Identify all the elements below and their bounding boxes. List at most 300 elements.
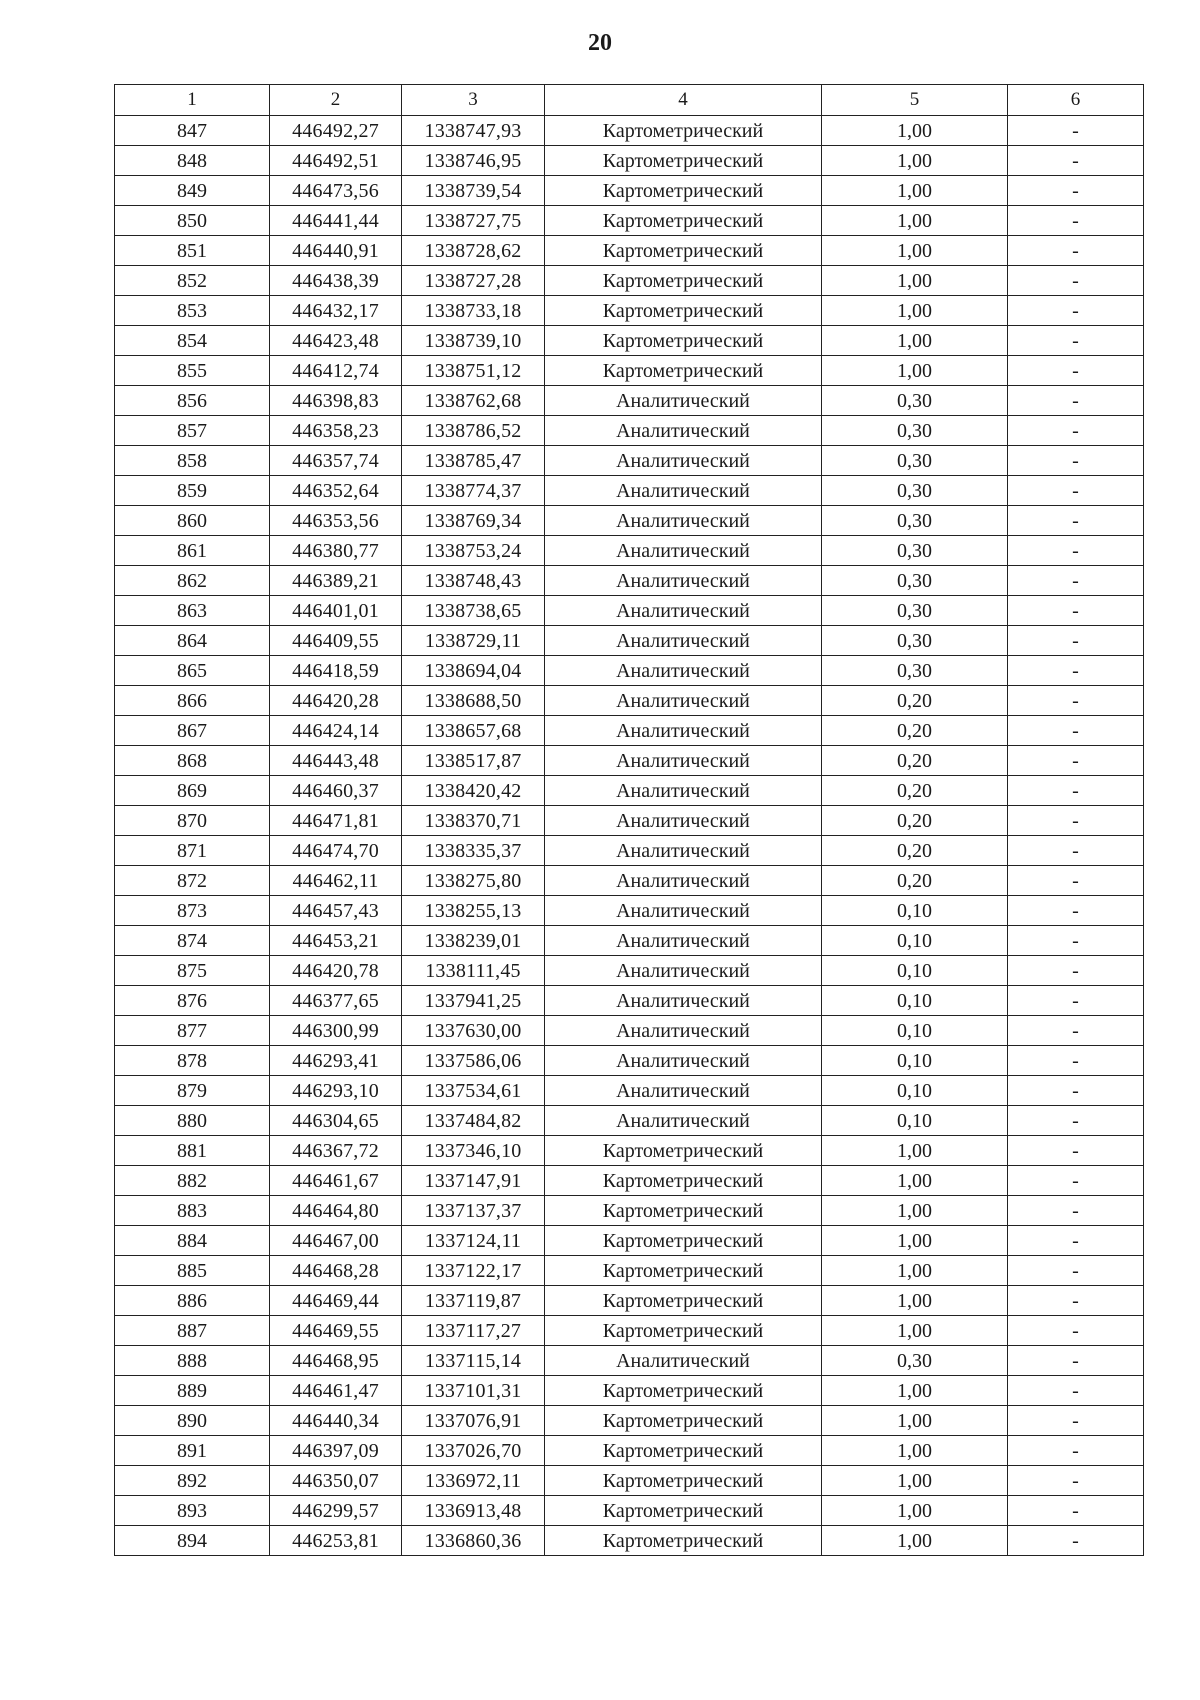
accuracy-cell: 1,00 xyxy=(822,266,1008,296)
y-coordinate-cell: 1338746,95 xyxy=(402,146,545,176)
page-number: 20 xyxy=(588,30,612,56)
accuracy-cell: 0,20 xyxy=(822,686,1008,716)
y-coordinate-cell: 1337630,00 xyxy=(402,1016,545,1046)
method-cell: Аналитический xyxy=(545,956,822,986)
y-coordinate-cell: 1338694,04 xyxy=(402,656,545,686)
table-row xyxy=(115,956,1144,986)
x-coordinate-cell: 446299,57 xyxy=(270,1496,402,1526)
x-coordinate-cell: 446474,70 xyxy=(270,836,402,866)
method-cell: Аналитический xyxy=(545,1346,822,1376)
column-header-6: 6 xyxy=(1008,85,1144,116)
table-row xyxy=(115,656,1144,686)
table-header-row xyxy=(115,85,1144,116)
table-body xyxy=(115,85,1144,1556)
table-row xyxy=(115,176,1144,206)
note-cell: - xyxy=(1008,1496,1144,1526)
y-coordinate-cell: 1338751,12 xyxy=(402,356,545,386)
method-cell: Аналитический xyxy=(545,1016,822,1046)
method-cell: Аналитический xyxy=(545,776,822,806)
y-coordinate-cell: 1338335,37 xyxy=(402,836,545,866)
note-cell: - xyxy=(1008,1316,1144,1346)
y-coordinate-cell: 1337122,17 xyxy=(402,1256,545,1286)
y-coordinate-cell: 1336860,36 xyxy=(402,1526,545,1556)
accuracy-cell: 1,00 xyxy=(822,236,1008,266)
method-cell: Аналитический xyxy=(545,896,822,926)
table-row xyxy=(115,446,1144,476)
accuracy-cell: 0,30 xyxy=(822,476,1008,506)
note-cell: - xyxy=(1008,866,1144,896)
y-coordinate-cell: 1338729,11 xyxy=(402,626,545,656)
point-number-cell: 855 xyxy=(115,356,270,386)
y-coordinate-cell: 1337026,70 xyxy=(402,1436,545,1466)
method-cell: Аналитический xyxy=(545,866,822,896)
point-number-cell: 866 xyxy=(115,686,270,716)
x-coordinate-cell: 446352,64 xyxy=(270,476,402,506)
point-number-cell: 881 xyxy=(115,1136,270,1166)
x-coordinate-cell: 446358,23 xyxy=(270,416,402,446)
table-row xyxy=(115,806,1144,836)
x-coordinate-cell: 446380,77 xyxy=(270,536,402,566)
table-row xyxy=(115,1316,1144,1346)
accuracy-cell: 0,10 xyxy=(822,986,1008,1016)
method-cell: Аналитический xyxy=(545,386,822,416)
point-number-cell: 873 xyxy=(115,896,270,926)
point-number-cell: 892 xyxy=(115,1466,270,1496)
accuracy-cell: 1,00 xyxy=(822,1196,1008,1226)
x-coordinate-cell: 446304,65 xyxy=(270,1106,402,1136)
table-row xyxy=(115,1466,1144,1496)
point-number-cell: 854 xyxy=(115,326,270,356)
accuracy-cell: 1,00 xyxy=(822,206,1008,236)
x-coordinate-cell: 446440,34 xyxy=(270,1406,402,1436)
table-row xyxy=(115,1166,1144,1196)
accuracy-cell: 0,10 xyxy=(822,956,1008,986)
note-cell: - xyxy=(1008,1286,1144,1316)
method-cell: Аналитический xyxy=(545,746,822,776)
point-number-cell: 893 xyxy=(115,1496,270,1526)
y-coordinate-cell: 1338739,10 xyxy=(402,326,545,356)
y-coordinate-cell: 1338728,62 xyxy=(402,236,545,266)
table-row xyxy=(115,566,1144,596)
point-number-cell: 887 xyxy=(115,1316,270,1346)
y-coordinate-cell: 1338275,80 xyxy=(402,866,545,896)
method-cell: Картометрический xyxy=(545,1256,822,1286)
x-coordinate-cell: 446432,17 xyxy=(270,296,402,326)
method-cell: Аналитический xyxy=(545,716,822,746)
note-cell: - xyxy=(1008,266,1144,296)
accuracy-cell: 0,20 xyxy=(822,806,1008,836)
method-cell: Картометрический xyxy=(545,266,822,296)
method-cell: Аналитический xyxy=(545,986,822,1016)
point-number-cell: 865 xyxy=(115,656,270,686)
y-coordinate-cell: 1337076,91 xyxy=(402,1406,545,1436)
y-coordinate-cell: 1338769,34 xyxy=(402,506,545,536)
x-coordinate-cell: 446420,28 xyxy=(270,686,402,716)
point-number-cell: 872 xyxy=(115,866,270,896)
point-number-cell: 883 xyxy=(115,1196,270,1226)
note-cell: - xyxy=(1008,386,1144,416)
table-row xyxy=(115,1226,1144,1256)
accuracy-cell: 1,00 xyxy=(822,1226,1008,1256)
method-cell: Картометрический xyxy=(545,1466,822,1496)
method-cell: Аналитический xyxy=(545,416,822,446)
note-cell: - xyxy=(1008,926,1144,956)
note-cell: - xyxy=(1008,206,1144,236)
method-cell: Картометрический xyxy=(545,116,822,146)
table-row xyxy=(115,1256,1144,1286)
x-coordinate-cell: 446367,72 xyxy=(270,1136,402,1166)
column-header-2: 2 xyxy=(270,85,402,116)
x-coordinate-cell: 446492,27 xyxy=(270,116,402,146)
accuracy-cell: 0,30 xyxy=(822,416,1008,446)
x-coordinate-cell: 446443,48 xyxy=(270,746,402,776)
point-number-cell: 885 xyxy=(115,1256,270,1286)
y-coordinate-cell: 1336972,11 xyxy=(402,1466,545,1496)
point-number-cell: 891 xyxy=(115,1436,270,1466)
note-cell: - xyxy=(1008,296,1144,326)
note-cell: - xyxy=(1008,656,1144,686)
note-cell: - xyxy=(1008,146,1144,176)
x-coordinate-cell: 446460,37 xyxy=(270,776,402,806)
method-cell: Аналитический xyxy=(545,536,822,566)
x-coordinate-cell: 446293,41 xyxy=(270,1046,402,1076)
method-cell: Аналитический xyxy=(545,656,822,686)
accuracy-cell: 0,30 xyxy=(822,386,1008,416)
y-coordinate-cell: 1337534,61 xyxy=(402,1076,545,1106)
y-coordinate-cell: 1337346,10 xyxy=(402,1136,545,1166)
note-cell: - xyxy=(1008,1016,1144,1046)
table-row xyxy=(115,866,1144,896)
accuracy-cell: 1,00 xyxy=(822,1166,1008,1196)
method-cell: Картометрический xyxy=(545,1496,822,1526)
y-coordinate-cell: 1338688,50 xyxy=(402,686,545,716)
y-coordinate-cell: 1338747,93 xyxy=(402,116,545,146)
y-coordinate-cell: 1338748,43 xyxy=(402,566,545,596)
method-cell: Картометрический xyxy=(545,206,822,236)
table-row xyxy=(115,146,1144,176)
y-coordinate-cell: 1337586,06 xyxy=(402,1046,545,1076)
method-cell: Аналитический xyxy=(545,476,822,506)
method-cell: Картометрический xyxy=(545,1136,822,1166)
accuracy-cell: 1,00 xyxy=(822,1436,1008,1466)
point-number-cell: 889 xyxy=(115,1376,270,1406)
method-cell: Аналитический xyxy=(545,596,822,626)
note-cell: - xyxy=(1008,1346,1144,1376)
column-header-1: 1 xyxy=(115,85,270,116)
note-cell: - xyxy=(1008,476,1144,506)
table-row xyxy=(115,326,1144,356)
table-row xyxy=(115,1016,1144,1046)
x-coordinate-cell: 446462,11 xyxy=(270,866,402,896)
accuracy-cell: 0,10 xyxy=(822,926,1008,956)
method-cell: Картометрический xyxy=(545,296,822,326)
point-number-cell: 863 xyxy=(115,596,270,626)
accuracy-cell: 0,20 xyxy=(822,836,1008,866)
y-coordinate-cell: 1337119,87 xyxy=(402,1286,545,1316)
accuracy-cell: 0,30 xyxy=(822,626,1008,656)
point-number-cell: 874 xyxy=(115,926,270,956)
y-coordinate-cell: 1338762,68 xyxy=(402,386,545,416)
note-cell: - xyxy=(1008,236,1144,266)
note-cell: - xyxy=(1008,626,1144,656)
point-number-cell: 862 xyxy=(115,566,270,596)
x-coordinate-cell: 446389,21 xyxy=(270,566,402,596)
column-header-4: 4 xyxy=(545,85,822,116)
x-coordinate-cell: 446357,74 xyxy=(270,446,402,476)
accuracy-cell: 1,00 xyxy=(822,1286,1008,1316)
column-header-5: 5 xyxy=(822,85,1008,116)
table-row xyxy=(115,1076,1144,1106)
method-cell: Картометрический xyxy=(545,1166,822,1196)
point-number-cell: 859 xyxy=(115,476,270,506)
method-cell: Картометрический xyxy=(545,236,822,266)
note-cell: - xyxy=(1008,116,1144,146)
table-row xyxy=(115,1406,1144,1436)
x-coordinate-cell: 446453,21 xyxy=(270,926,402,956)
method-cell: Картометрический xyxy=(545,1226,822,1256)
note-cell: - xyxy=(1008,1466,1144,1496)
accuracy-cell: 0,10 xyxy=(822,1106,1008,1136)
point-number-cell: 850 xyxy=(115,206,270,236)
table-row xyxy=(115,1106,1144,1136)
accuracy-cell: 1,00 xyxy=(822,1526,1008,1556)
y-coordinate-cell: 1338420,42 xyxy=(402,776,545,806)
method-cell: Аналитический xyxy=(545,626,822,656)
table-row xyxy=(115,626,1144,656)
point-number-cell: 867 xyxy=(115,716,270,746)
method-cell: Аналитический xyxy=(545,1046,822,1076)
point-number-cell: 851 xyxy=(115,236,270,266)
note-cell: - xyxy=(1008,1166,1144,1196)
point-number-cell: 856 xyxy=(115,386,270,416)
accuracy-cell: 1,00 xyxy=(822,1136,1008,1166)
x-coordinate-cell: 446293,10 xyxy=(270,1076,402,1106)
x-coordinate-cell: 446300,99 xyxy=(270,1016,402,1046)
y-coordinate-cell: 1337124,11 xyxy=(402,1226,545,1256)
x-coordinate-cell: 446457,43 xyxy=(270,896,402,926)
y-coordinate-cell: 1336913,48 xyxy=(402,1496,545,1526)
accuracy-cell: 0,10 xyxy=(822,896,1008,926)
point-number-cell: 875 xyxy=(115,956,270,986)
table-row xyxy=(115,986,1144,1016)
method-cell: Картометрический xyxy=(545,356,822,386)
point-number-cell: 864 xyxy=(115,626,270,656)
point-number-cell: 877 xyxy=(115,1016,270,1046)
table-row xyxy=(115,536,1144,566)
table-row xyxy=(115,296,1144,326)
y-coordinate-cell: 1338733,18 xyxy=(402,296,545,326)
accuracy-cell: 0,30 xyxy=(822,656,1008,686)
method-cell: Картометрический xyxy=(545,1376,822,1406)
note-cell: - xyxy=(1008,986,1144,1016)
note-cell: - xyxy=(1008,746,1144,776)
method-cell: Аналитический xyxy=(545,926,822,956)
note-cell: - xyxy=(1008,686,1144,716)
note-cell: - xyxy=(1008,1256,1144,1286)
accuracy-cell: 1,00 xyxy=(822,1406,1008,1436)
point-number-cell: 876 xyxy=(115,986,270,1016)
x-coordinate-cell: 446377,65 xyxy=(270,986,402,1016)
table-row xyxy=(115,836,1144,866)
note-cell: - xyxy=(1008,716,1144,746)
table-row xyxy=(115,356,1144,386)
x-coordinate-cell: 446461,67 xyxy=(270,1166,402,1196)
x-coordinate-cell: 446440,91 xyxy=(270,236,402,266)
note-cell: - xyxy=(1008,836,1144,866)
y-coordinate-cell: 1337115,14 xyxy=(402,1346,545,1376)
x-coordinate-cell: 446401,01 xyxy=(270,596,402,626)
x-coordinate-cell: 446461,47 xyxy=(270,1376,402,1406)
point-number-cell: 890 xyxy=(115,1406,270,1436)
method-cell: Картометрический xyxy=(545,1436,822,1466)
x-coordinate-cell: 446492,51 xyxy=(270,146,402,176)
point-number-cell: 860 xyxy=(115,506,270,536)
accuracy-cell: 0,20 xyxy=(822,746,1008,776)
column-header-3: 3 xyxy=(402,85,545,116)
y-coordinate-cell: 1338727,28 xyxy=(402,266,545,296)
method-cell: Аналитический xyxy=(545,836,822,866)
point-number-cell: 857 xyxy=(115,416,270,446)
table-row xyxy=(115,746,1144,776)
table-row xyxy=(115,1196,1144,1226)
note-cell: - xyxy=(1008,1046,1144,1076)
point-number-cell: 886 xyxy=(115,1286,270,1316)
note-cell: - xyxy=(1008,1106,1144,1136)
y-coordinate-cell: 1338739,54 xyxy=(402,176,545,206)
y-coordinate-cell: 1337137,37 xyxy=(402,1196,545,1226)
table-row xyxy=(115,686,1144,716)
note-cell: - xyxy=(1008,1196,1144,1226)
point-number-cell: 853 xyxy=(115,296,270,326)
method-cell: Аналитический xyxy=(545,686,822,716)
accuracy-cell: 1,00 xyxy=(822,1316,1008,1346)
x-coordinate-cell: 446409,55 xyxy=(270,626,402,656)
note-cell: - xyxy=(1008,1436,1144,1466)
accuracy-cell: 0,30 xyxy=(822,566,1008,596)
y-coordinate-cell: 1337941,25 xyxy=(402,986,545,1016)
table-row xyxy=(115,1526,1144,1556)
x-coordinate-cell: 446438,39 xyxy=(270,266,402,296)
y-coordinate-cell: 1338774,37 xyxy=(402,476,545,506)
x-coordinate-cell: 446350,07 xyxy=(270,1466,402,1496)
method-cell: Картометрический xyxy=(545,1406,822,1436)
coordinates-table xyxy=(114,84,1144,1556)
table-row xyxy=(115,386,1144,416)
x-coordinate-cell: 446398,83 xyxy=(270,386,402,416)
accuracy-cell: 0,10 xyxy=(822,1046,1008,1076)
x-coordinate-cell: 446424,14 xyxy=(270,716,402,746)
y-coordinate-cell: 1338517,87 xyxy=(402,746,545,776)
note-cell: - xyxy=(1008,1136,1144,1166)
y-coordinate-cell: 1337101,31 xyxy=(402,1376,545,1406)
accuracy-cell: 0,30 xyxy=(822,536,1008,566)
x-coordinate-cell: 446471,81 xyxy=(270,806,402,836)
x-coordinate-cell: 446397,09 xyxy=(270,1436,402,1466)
y-coordinate-cell: 1338370,71 xyxy=(402,806,545,836)
accuracy-cell: 0,20 xyxy=(822,866,1008,896)
accuracy-cell: 1,00 xyxy=(822,1376,1008,1406)
x-coordinate-cell: 446412,74 xyxy=(270,356,402,386)
x-coordinate-cell: 446253,81 xyxy=(270,1526,402,1556)
table-row xyxy=(115,416,1144,446)
table-row xyxy=(115,896,1144,926)
method-cell: Аналитический xyxy=(545,806,822,836)
table-row xyxy=(115,1136,1144,1166)
y-coordinate-cell: 1338111,45 xyxy=(402,956,545,986)
note-cell: - xyxy=(1008,806,1144,836)
table-row xyxy=(115,1496,1144,1526)
note-cell: - xyxy=(1008,416,1144,446)
table-row xyxy=(115,716,1144,746)
note-cell: - xyxy=(1008,446,1144,476)
accuracy-cell: 0,20 xyxy=(822,776,1008,806)
accuracy-cell: 0,10 xyxy=(822,1076,1008,1106)
method-cell: Аналитический xyxy=(545,446,822,476)
note-cell: - xyxy=(1008,356,1144,386)
method-cell: Картометрический xyxy=(545,326,822,356)
note-cell: - xyxy=(1008,326,1144,356)
y-coordinate-cell: 1338738,65 xyxy=(402,596,545,626)
method-cell: Картометрический xyxy=(545,146,822,176)
y-coordinate-cell: 1337147,91 xyxy=(402,1166,545,1196)
accuracy-cell: 0,30 xyxy=(822,1346,1008,1376)
method-cell: Картометрический xyxy=(545,1526,822,1556)
point-number-cell: 848 xyxy=(115,146,270,176)
y-coordinate-cell: 1338786,52 xyxy=(402,416,545,446)
note-cell: - xyxy=(1008,896,1144,926)
y-coordinate-cell: 1337484,82 xyxy=(402,1106,545,1136)
y-coordinate-cell: 1338657,68 xyxy=(402,716,545,746)
point-number-cell: 871 xyxy=(115,836,270,866)
x-coordinate-cell: 446441,44 xyxy=(270,206,402,236)
point-number-cell: 879 xyxy=(115,1076,270,1106)
note-cell: - xyxy=(1008,1526,1144,1556)
accuracy-cell: 1,00 xyxy=(822,146,1008,176)
point-number-cell: 847 xyxy=(115,116,270,146)
accuracy-cell: 1,00 xyxy=(822,1496,1008,1526)
method-cell: Картометрический xyxy=(545,176,822,206)
method-cell: Аналитический xyxy=(545,1106,822,1136)
table-row xyxy=(115,1436,1144,1466)
accuracy-cell: 0,10 xyxy=(822,1016,1008,1046)
method-cell: Аналитический xyxy=(545,566,822,596)
accuracy-cell: 1,00 xyxy=(822,296,1008,326)
point-number-cell: 861 xyxy=(115,536,270,566)
note-cell: - xyxy=(1008,776,1144,806)
method-cell: Аналитический xyxy=(545,1076,822,1106)
table-row xyxy=(115,1286,1144,1316)
table-row xyxy=(115,236,1144,266)
table-row xyxy=(115,266,1144,296)
x-coordinate-cell: 446469,55 xyxy=(270,1316,402,1346)
accuracy-cell: 0,30 xyxy=(822,596,1008,626)
point-number-cell: 884 xyxy=(115,1226,270,1256)
x-coordinate-cell: 446467,00 xyxy=(270,1226,402,1256)
point-number-cell: 888 xyxy=(115,1346,270,1376)
note-cell: - xyxy=(1008,1406,1144,1436)
note-cell: - xyxy=(1008,956,1144,986)
y-coordinate-cell: 1338727,75 xyxy=(402,206,545,236)
note-cell: - xyxy=(1008,1376,1144,1406)
table-row xyxy=(115,116,1144,146)
point-number-cell: 894 xyxy=(115,1526,270,1556)
note-cell: - xyxy=(1008,566,1144,596)
table-row xyxy=(115,476,1144,506)
table-row xyxy=(115,506,1144,536)
table-row xyxy=(115,1046,1144,1076)
point-number-cell: 849 xyxy=(115,176,270,206)
x-coordinate-cell: 446468,95 xyxy=(270,1346,402,1376)
